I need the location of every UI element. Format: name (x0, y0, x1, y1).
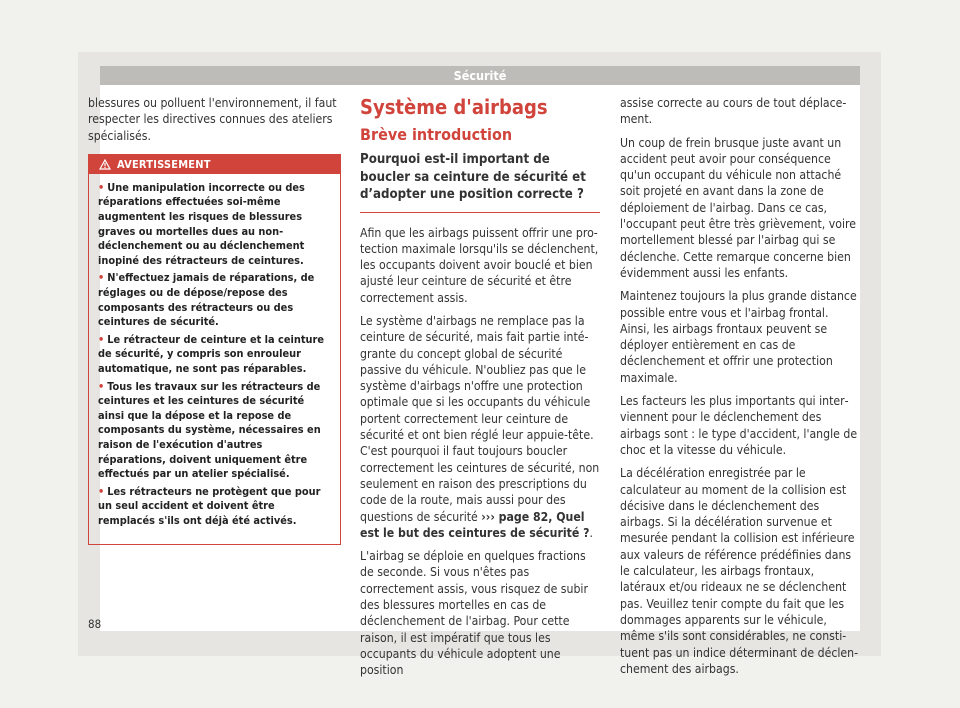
subsection-title: Brève introduction (360, 125, 513, 144)
warning-item: • Une manipulation incorrecte ou des réparations effectuées soi-même augmentent les risques de blessures graves ou mortelles dues au non-déclenchement ou au déclenchement inopiné des rétracteurs de ceintures. (98, 180, 305, 267)
question-heading: Pourquoi est-il important de boucler sa ceinture de sécurité et d’adopter une position correcte ? (360, 151, 600, 213)
paragraph: L'airbag se déploie en quelques fractions de seconde. Si vous n'êtes pas correctement assis, vous risquez de subir des blessures mortelles en cas de déclenchement de l'airbag. Pour cette raison, il est impératif que tous les occupants du véhicule adoptent une position (360, 549, 588, 678)
paragraph: Les facteurs les plus importants qui interviennent pour le déclenchement des airbags sont : le type d'accident, l'angle de choc et la vitesse du véhicule. (620, 394, 858, 457)
paragraph: Afin que les airbags puissent offrir une protection maximale lorsqu'ils se déclenchent, les occupants doivent avoir bouclé et bien ajusté leur ceinture de sécurité et être correctement assis. (360, 225, 599, 305)
page-number: 88 (88, 617, 102, 631)
warning-triangle-icon (99, 159, 111, 170)
bullet-icon: • (98, 332, 105, 346)
paragraph: assise correcte au cours de tout déplacement. (620, 96, 847, 127)
page-reference-link[interactable]: ››› page 82, Quel est le but des ceintures de sécurité ? (360, 509, 590, 540)
warning-body (89, 174, 340, 544)
bullet-icon: • (98, 180, 105, 194)
paragraph: Maintenez toujours la plus grande distance possible entre vous et l'airbag frontal. Ainsi, les airbags frontaux peuvent se déployer entièrement en cas de déclenchement et offrir une protection maximale. (620, 289, 857, 385)
section-header: Sécurité (100, 66, 860, 85)
bullet-icon: • (98, 271, 105, 285)
bullet-icon: • (98, 379, 105, 393)
paragraph: Un coup de frein brusque juste avant un accident peut avoir pour conséquence qu'un occupant du véhicule non attaché soit projeté en avant dans la zone de déploiement de l'airbag. Dans ce cas, l'occupant peut être très grièvement, voire mortellement blessé par l'airbag qui se déclenche. Cette remarque concerne bien évidemment aussi les enfants. (620, 135, 856, 280)
paragraph: La décélération enregistrée par le calculateur au moment de la collision est décisive dans le déclenchement des airbags. Si la décélération survenue et mesurée pendant la collision est inférieure aux valeurs de référence prédéfinies dans le calculateur, les airbags frontaux, latéraux et/ou rideaux ne se déclenchent pas. Veuillez tenir compte du fait que les dommages apparents sur le véhicule, même s'ils sont considérables, ne constituent pas un indice déterminant de déclenchement des airbags. (620, 466, 859, 676)
warning-box (88, 154, 341, 545)
paragraph: Le système d'airbags ne remplace pas la ceinture de sécurité, mais fait partie intégrante du concept global de sécurité passive du véhicule. N'oubliez pas que le système d'airbags n'offre une protection optimale que si les occupants du véhicule portent correctement leur ceinture de sécurité et ont bien réglé leur appuie-tête. C'est pourquoi il faut toujours boucler correctement les ceintures de sécurité, non seulement en raison des prescriptions du code de la route, mais aussi pour des questions de sécurité ››› page 82, Quel est le but des ceintures de sécurité ?. (360, 313, 600, 540)
warning-item: • N'effectuez jamais de réparations, de réglages ou de dépose/repose des composants des rétracteurs ou des ceintures de sécurité. (98, 271, 315, 329)
warning-header (89, 155, 340, 174)
warning-title: AVERTISSEMENT (117, 157, 211, 171)
intro-paragraph: blessures ou polluent l'environnement, il faut respecter les directives connues des ateliers spécialisés. (88, 96, 337, 143)
column-middle (360, 95, 600, 686)
warning-item: • Les rétracteurs ne protègent que pour un seul accident et doivent être remplacés s'ils ont déjà été activés. (98, 484, 321, 527)
bullet-icon: • (98, 484, 105, 498)
column-left (88, 95, 341, 545)
section-title: Système d'airbags (360, 95, 548, 119)
warning-item: • Le rétracteur de ceinture et la ceinture de sécurité, y compris son enrouleur automatique, ne sont pas réparables. (98, 332, 324, 376)
warning-item: • Tous les travaux sur les rétracteurs de ceintures et les ceintures de sécurité ainsi que la dépose et la repose de composants du système, nécessaires en raison de l'exécution d'autres réparations, doivent uniquement être effectués par un atelier spécialisé. (98, 379, 321, 481)
column-right (620, 95, 860, 684)
